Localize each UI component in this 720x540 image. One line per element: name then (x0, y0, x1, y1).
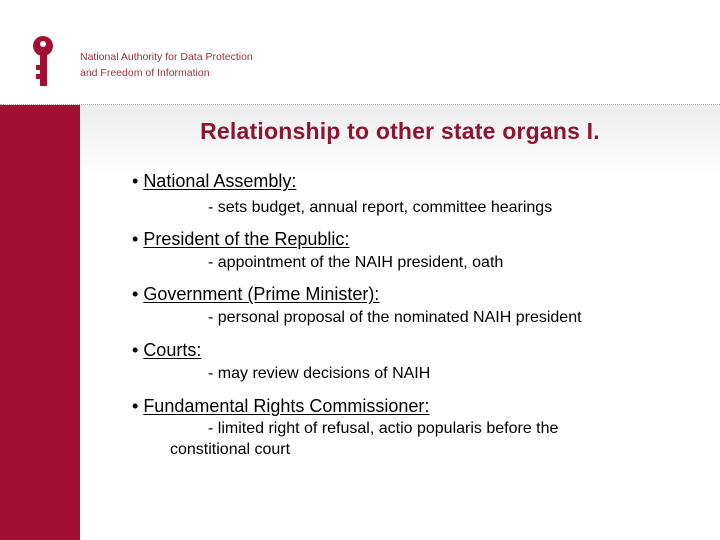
side-accent-bar (0, 105, 80, 540)
item-label: National Assembly: (143, 171, 297, 191)
list-item (132, 171, 296, 192)
header (0, 0, 720, 105)
organization-name (80, 49, 253, 81)
list-item (132, 229, 349, 250)
list-item (132, 396, 429, 417)
item-detail: - personal proposal of the nominated NAIH president (208, 309, 582, 326)
item-detail: - sets budget, annual report, committee hearings (208, 199, 553, 216)
item-label: President of the Republic: (143, 229, 350, 249)
bullet: • (132, 396, 144, 416)
list-item (132, 284, 379, 305)
organization-name-line2: and Freedom of Information (80, 67, 210, 79)
bullet: • (132, 171, 144, 191)
bullet: • (132, 284, 144, 304)
slide-title: Relationship to other state organs I. (200, 118, 600, 144)
item-label: Fundamental Rights Commissioner: (143, 396, 430, 416)
item-label: Government (Prime Minister): (143, 284, 380, 304)
bullet: • (132, 340, 144, 360)
organization-name-line1: National Authority for Data Protection (80, 51, 253, 63)
item-label: Courts: (143, 340, 202, 360)
key-icon (28, 34, 58, 90)
bullet: • (132, 229, 144, 249)
item-detail: - may review decisions of NAIH (208, 365, 431, 382)
item-detail: - limited right of refusal, actio popularis before the (208, 420, 559, 437)
list-item (132, 340, 201, 361)
item-detail-continuation: constitional court (170, 441, 291, 458)
item-detail: - appointment of the NAIH president, oath (208, 254, 504, 271)
